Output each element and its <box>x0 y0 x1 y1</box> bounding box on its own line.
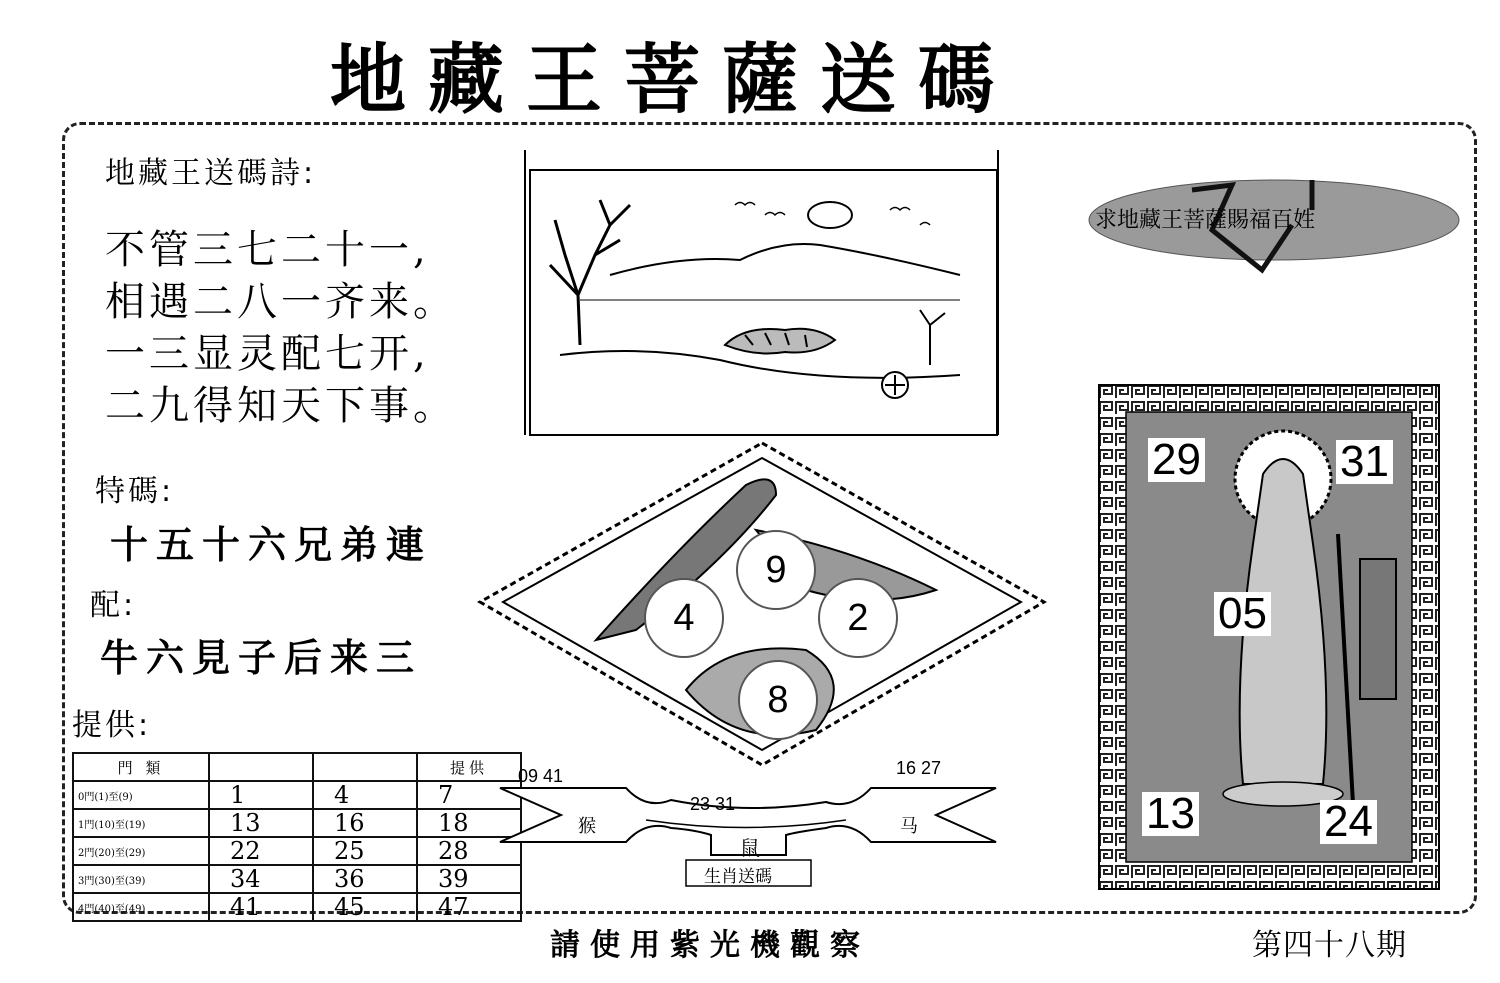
table-row <box>73 865 521 893</box>
panel-number-top-right: 31 <box>1336 440 1393 484</box>
diamond-number-right: 2 <box>818 578 898 658</box>
table-row <box>73 893 521 921</box>
poem-line-3: 一三显灵配七开, <box>105 331 430 377</box>
table-header-row <box>73 753 521 781</box>
table-cell: 1 <box>209 781 313 809</box>
table-cell: 18 <box>417 809 521 837</box>
table-row <box>73 837 521 865</box>
poem-line-2: 相遇二八一齐来。 <box>105 279 457 325</box>
table-cell: 13 <box>209 809 313 837</box>
panel-number-center: 05 <box>1214 592 1271 636</box>
diamond-number-top: 9 <box>736 530 816 610</box>
footer-text: 請使用紫光機觀察 <box>550 928 870 963</box>
table-row <box>73 809 521 837</box>
ribbon-caption: 生肖送碼 <box>704 867 772 887</box>
table-cell: 25 <box>313 837 417 865</box>
row-label: 4門(40)至(49) <box>73 893 209 921</box>
special-text: 十五十六兄弟連 <box>110 523 433 567</box>
poem-heading: 地藏王送碼詩: <box>105 156 317 191</box>
row-label: 1門(10)至(19) <box>73 809 209 837</box>
table-header: 門 類 <box>73 753 209 781</box>
pairing-text: 牛六見子后来三 <box>100 636 423 680</box>
table-header: 提供 <box>417 753 521 781</box>
table-cell: 36 <box>313 865 417 893</box>
landscape-illustration <box>520 145 1005 440</box>
table-cell: 28 <box>417 837 521 865</box>
panel-number-top-left: 29 <box>1148 438 1205 482</box>
table-cell: 34 <box>209 865 313 893</box>
table-cell: 22 <box>209 837 313 865</box>
ribbon-left-numbers: 09 41 <box>518 766 564 786</box>
issue-number: 第四十八期 <box>1252 928 1407 963</box>
ribbon-center-numbers: 23 31 <box>690 794 736 814</box>
table-header <box>313 753 417 781</box>
row-label: 2門(20)至(29) <box>73 837 209 865</box>
ribbon-right-sign: 马 <box>900 816 918 837</box>
row-label: 0門(1)至(9) <box>73 781 209 809</box>
ribbon-right-numbers: 16 27 <box>896 758 942 778</box>
table-cell: 16 <box>313 809 417 837</box>
diamond-number-bottom: 8 <box>738 660 818 740</box>
provider-label: 提供: <box>72 708 152 743</box>
panel-number-bottom-right: 24 <box>1320 800 1377 844</box>
number-table <box>72 752 522 922</box>
diamond-number-left: 4 <box>644 578 724 658</box>
poem-line-1: 不管三七二十一, <box>105 227 430 273</box>
ribbon-left-sign: 猴 <box>578 816 596 837</box>
table-cell: 4 <box>313 781 417 809</box>
table-cell: 7 <box>417 781 521 809</box>
poem-line-4: 二九得知天下事。 <box>105 383 457 429</box>
panel-number-bottom-left: 13 <box>1142 792 1199 836</box>
banner-text: 求地藏王菩薩賜福百姓 <box>1095 208 1316 233</box>
table-cell: 41 <box>209 893 313 921</box>
ribbon-center-sign: 鼠 <box>740 836 760 860</box>
table-cell: 39 <box>417 865 521 893</box>
table-row <box>73 781 521 809</box>
row-label: 3門(30)至(39) <box>73 865 209 893</box>
table-header <box>209 753 313 781</box>
table-cell: 45 <box>313 893 417 921</box>
table-cell: 47 <box>417 893 521 921</box>
pairing-label: 配: <box>90 588 137 623</box>
special-label: 特碼: <box>95 474 175 509</box>
page-title: 地藏王菩薩送碼 <box>330 35 1016 124</box>
